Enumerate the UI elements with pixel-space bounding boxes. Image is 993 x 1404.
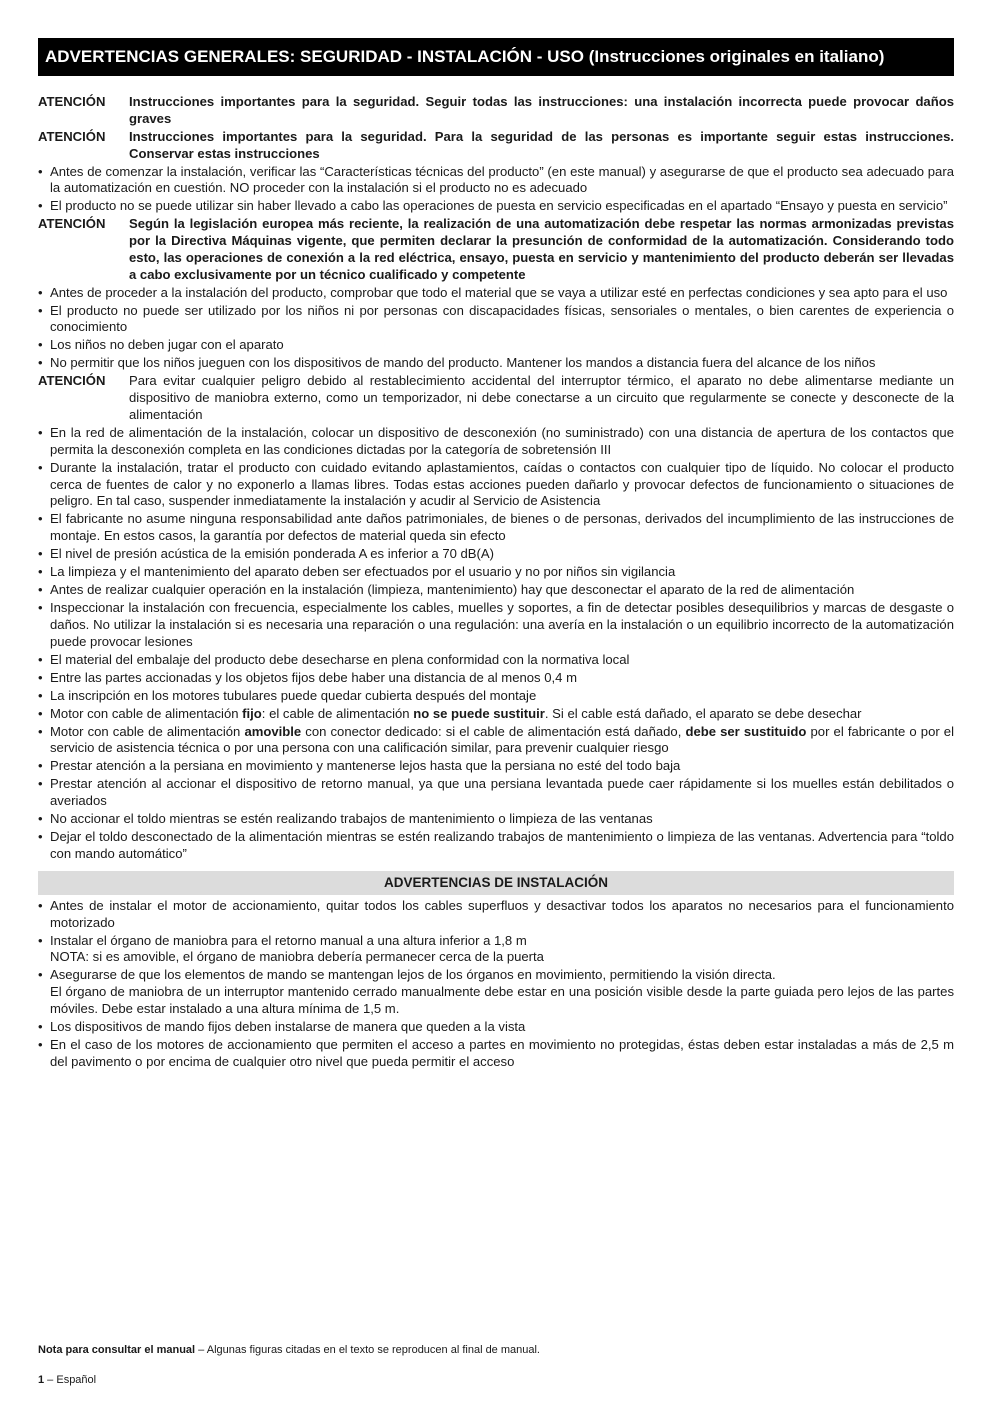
list-item-text: Prestar atención a la persiana en movimiento y mantenerse lejos hasta que la persiana no esté del todo baja <box>50 758 681 774</box>
list-item <box>38 564 954 581</box>
bullet-icon: • <box>38 669 43 685</box>
list-item <box>38 460 954 510</box>
warning-text: Para evitar cualquier peligro debido al restablecimiento accidental del interruptor térmico, el aparato no debe alimentarse mediante un dispositivo de maniobra externo, como un temporizador, ni debe conectarse a un circuito que regularmente se conecte y desconecte de la alimentación <box>129 373 954 423</box>
list-item <box>38 688 954 705</box>
page-language: – Español <box>44 1374 97 1386</box>
list-item-text <box>50 724 954 756</box>
list-item <box>38 724 954 758</box>
list-item-text: Dejar el toldo desconectado de la alimentación mientras se estén realizando trabajos de mantenimiento o limpieza de las ventanas. Advertencia para “toldo con mando automático” <box>50 829 954 861</box>
list-item-text: Antes de comenzar la instalación, verificar las “Características técnicas del producto” (en este manual) y asegurarse de que el producto sea adecuado para la automatización en cuestión. NO proceder con la instalación si el producto no es adecuado <box>50 163 954 196</box>
list-item <box>38 829 954 863</box>
list-item <box>38 337 954 354</box>
bullet-icon: • <box>38 511 43 527</box>
list-item-text: Instalar el órgano de maniobra para el retorno manual a una altura inferior a 1,8 m <box>50 932 527 948</box>
list-item-text: No permitir que los niños jueguen con los dispositivos de mando del producto. Mantener los mandos a distancia fuera del alcance de los niños <box>50 355 876 371</box>
list-item <box>38 652 954 669</box>
list-item <box>38 776 954 810</box>
list-item-text: Antes de proceder a la instalación del producto, comprobar que todo el material que se vaya a utilizar esté en perfectas condiciones y sea apto para el uso <box>50 284 948 300</box>
list-item-text: La limpieza y el mantenimiento del aparato deben ser efectuados por el usuario y no por niños sin vigilancia <box>50 564 676 580</box>
text-run: : el cable de alimentación <box>261 705 414 721</box>
list-item <box>38 706 954 723</box>
warning-label: ATENCIÓN <box>38 94 106 109</box>
list-item-note: NOTA: si es amovible, el órgano de maniobra debería permanecer cerca de la puerta <box>50 949 544 965</box>
text-run: por el fabricante o por el servicio de asistencia técnica o por una persona con una calificación similar, para prevenir cualquier riesgo <box>50 723 954 756</box>
list-item-text: Antes de realizar cualquier operación en la instalación (limpieza, mantenimiento) hay que desconectar el aparato de la red de alimentación <box>50 582 855 598</box>
document-page <box>38 38 954 1072</box>
warning-item <box>38 373 954 423</box>
emphasis-text: debe ser sustituido <box>685 723 807 739</box>
emphasis-text: fijo <box>242 705 262 721</box>
bullet-icon: • <box>38 425 43 441</box>
list-item <box>38 811 954 828</box>
list-item <box>38 355 954 372</box>
list-item-text: La inscripción en los motores tubulares puede quedar cubierta después del montaje <box>50 687 537 703</box>
warning-label: ATENCIÓN <box>38 128 106 144</box>
bullet-icon: • <box>38 932 43 948</box>
bullet-icon: • <box>38 284 43 300</box>
list-item <box>38 1037 954 1071</box>
emphasis-text: no se puede sustituir <box>413 705 545 721</box>
text-run: Motor con cable de alimentación <box>50 705 243 721</box>
list-item <box>38 758 954 775</box>
list-item <box>38 600 954 650</box>
list-item-text: El nivel de presión acústica de la emisión ponderada A es inferior a 70 dB(A) <box>50 546 494 562</box>
list-item <box>38 511 954 545</box>
bullet-icon: • <box>38 687 43 703</box>
bullet-icon: • <box>38 1018 43 1034</box>
list-item-text: Antes de instalar el motor de accionamiento, quitar todos los cables superfluos y desactivar todos los aparatos no necesarios para el funcionamiento motorizado <box>50 897 954 930</box>
list-item-text: El producto no se puede utilizar sin haber llevado a cabo las operaciones de puesta en servicio especificadas en el apartado “Ensayo y puesta en servicio” <box>50 198 948 214</box>
text-run: Motor con cable de alimentación <box>50 723 245 739</box>
bullet-icon: • <box>38 564 43 580</box>
list-item <box>38 933 954 967</box>
list-item-text: Los niños no deben jugar con el aparato <box>50 337 284 353</box>
list-item <box>38 425 954 459</box>
list-item-text: El fabricante no asume ninguna responsabilidad ante daños patrimoniales, de bienes o de personas, derivados del incumplimiento de las instrucciones de montaje. En estos casos, la garantía por defectos de material queda sin efecto <box>50 511 954 544</box>
bullet-icon: • <box>38 582 43 598</box>
list-item-text: El material del embalaje del producto debe desecharse en plena conformidad con la normativa local <box>50 651 630 667</box>
list-item <box>38 670 954 687</box>
bullet-icon: • <box>38 1036 43 1052</box>
bullet-icon: • <box>38 546 43 562</box>
bullet-icon: • <box>38 897 43 913</box>
manual-note-text: – Algunas figuras citadas en el texto se reproducen al final de manual. <box>195 1344 540 1356</box>
bullet-icon: • <box>38 651 43 667</box>
bullet-icon: • <box>38 163 43 179</box>
bullet-icon: • <box>38 705 43 721</box>
warning-text: Instrucciones importantes para la seguridad. Para la seguridad de las personas es importante seguir estas instrucciones. Conservar estas instrucciones <box>129 128 954 161</box>
list-item-note: El órgano de maniobra de un interruptor mantenido cerrado manualmente debe estar en una posición visible desde la parte guiada pero lejos de las partes móviles. Debe estar instalado a una altura mínima de 1,5 m. <box>50 984 954 1016</box>
warning-item <box>38 216 954 283</box>
text-run: con conector dedicado: si el cable de alimentación está dañado, <box>301 723 686 739</box>
bullet-icon: • <box>38 600 43 616</box>
bullet-icon: • <box>38 758 43 774</box>
warning-text: Según la legislación europea más reciente, la realización de una automatización debe respetar las normas armonizadas previstas por la Directiva Máquinas vigente, que permiten declarar la presunción de conformidad de la automatización. Considerando todo esto, las operaciones de conexión a la red eléctrica, ensayo, puesta en servicio y mantenimiento del producto deberán ser llevadas a cabo exclusivamente por un técnico cualificado y competente <box>129 216 954 282</box>
bullet-icon: • <box>38 967 43 983</box>
bullet-icon: • <box>38 829 43 845</box>
warning-item <box>38 94 954 128</box>
list-item-text: En la red de alimentación de la instalación, colocar un dispositivo de desconexión (no suministrado) con una distancia de apertura de los contactos que permita la desconexión completa en las condiciones dictadas por la categoría de sobretensión III <box>50 425 954 457</box>
list-item <box>38 303 954 337</box>
list-item-text: Prestar atención al accionar el dispositivo de retorno manual, ya que una persiana levantada puede caer rápidamente si los muelles están debilitados o averiados <box>50 776 954 809</box>
list-item-text: Entre las partes accionadas y los objetos fijos debe haber una distancia de al menos 0,4 m <box>50 669 577 685</box>
list-item <box>38 198 954 215</box>
list-item-text: Los dispositivos de mando fijos deben instalarse de manera que queden a la vista <box>50 1018 526 1034</box>
list-item-text: En el caso de los motores de accionamiento que permiten el acceso a partes en movimiento no protegidas, éstas deben estar instaladas a más de 2,5 m del pavimento o por encima de cualquier otro nivel que pueda permitir el acceso <box>50 1036 954 1069</box>
list-item-text: Durante la instalación, tratar el producto con cuidado evitando aplastamientos, caídas o contactos con cualquier tipo de líquido. No colocar el producto cerca de fuentes de calor y no exponerlo a llamas libres. Todas estas acciones pueden dañarlo y provocar defectos de funcionamiento o situaciones de peligro. En tal caso, suspender inmediatamente la instalación y acudir al Servicio de Asistencia <box>50 459 954 509</box>
list-item <box>38 1019 954 1036</box>
bullet-icon: • <box>38 302 43 318</box>
list-item-text: Asegurarse de que los elementos de mando se mantengan lejos de los órganos en movimiento, permitiendo la visión directa. <box>50 967 776 983</box>
page-title: ADVERTENCIAS GENERALES: SEGURIDAD - INSTALACIÓN - USO (Instrucciones originales en italiano) <box>38 38 954 76</box>
list-item <box>38 164 954 198</box>
section-heading: ADVERTENCIAS DE INSTALACIÓN <box>38 871 954 895</box>
warning-text: Instrucciones importantes para la seguridad. Seguir todas las instrucciones: una instalación incorrecta puede provocar daños graves <box>129 94 954 126</box>
bullet-icon: • <box>38 355 43 371</box>
bullet-icon: • <box>38 459 43 475</box>
manual-note-label: Nota para consultar el manual <box>38 1344 196 1356</box>
list-item <box>38 546 954 563</box>
list-item-text: Inspeccionar la instalación con frecuencia, especialmente los cables, muelles y soportes, a fin de detectar posibles desequilibrios y marcas de desgaste o daños. No utilizar la instalación si es necesaria una reparación o una regulación: una avería en la instalación o un equilibrio incorrecto de la automatización puede provocar lesiones <box>50 600 954 649</box>
warning-label: ATENCIÓN <box>38 216 106 232</box>
manual-note <box>38 1344 540 1356</box>
list-item <box>38 967 954 1017</box>
page-footer <box>38 1374 96 1386</box>
warning-label: ATENCIÓN <box>38 373 106 389</box>
list-item-text: El producto no puede ser utilizado por los niños ni por personas con discapacidades físicas, sensoriales o mentales, o bien carentes de experiencia o conocimiento <box>50 302 954 335</box>
list-item <box>38 898 954 932</box>
list-item <box>38 582 954 599</box>
text-run: . Si el cable está dañado, el aparato se debe desechar <box>544 705 862 721</box>
emphasis-text: amovible <box>244 723 302 739</box>
general-warnings <box>38 94 954 1070</box>
bullet-icon: • <box>38 723 43 739</box>
bullet-icon: • <box>38 811 43 827</box>
bullet-icon: • <box>38 776 43 792</box>
warning-item <box>38 129 954 163</box>
bullet-icon: • <box>38 337 43 353</box>
list-item <box>38 285 954 302</box>
bullet-icon: • <box>38 198 43 214</box>
list-item-text: No accionar el toldo mientras se estén realizando trabajos de mantenimiento o limpieza de las ventanas <box>50 811 653 827</box>
page-number: 1 <box>38 1374 45 1386</box>
list-item-text <box>50 706 862 721</box>
